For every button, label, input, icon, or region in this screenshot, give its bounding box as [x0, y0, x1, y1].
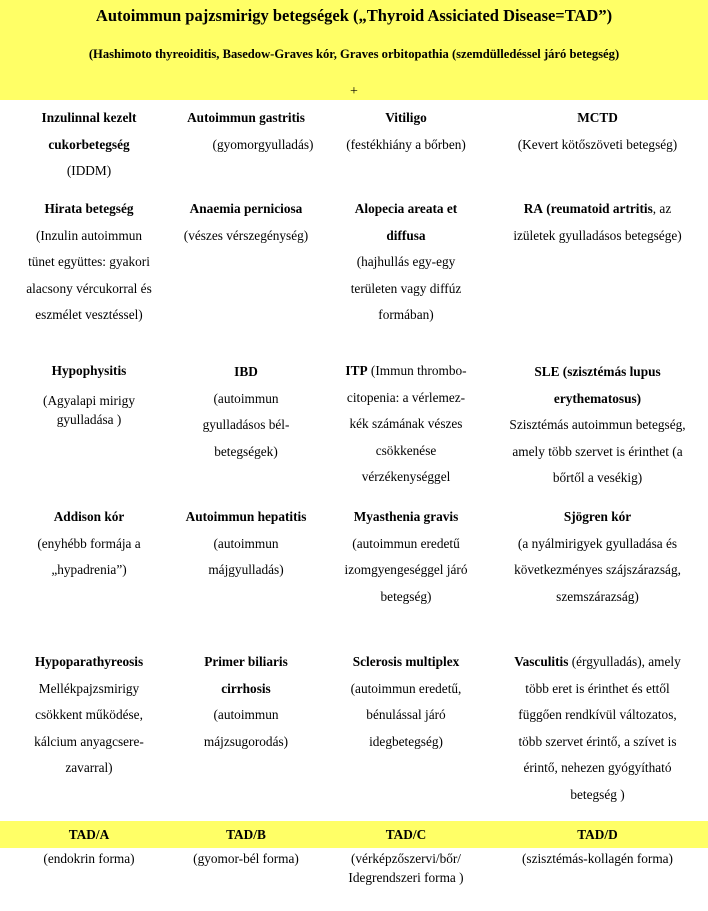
disease-description: bőrtől a vesékig) — [552, 470, 643, 485]
disease-description: izomgyengeséggel járó — [344, 562, 468, 577]
tad-b-label: TAD/B — [226, 827, 266, 842]
disease-description: (autoimmun — [213, 707, 279, 722]
disease-description: Mellékpajzsmirigy — [38, 680, 140, 696]
tad-c-label: TAD/C — [385, 827, 427, 842]
disease-name: Sclerosis multiplex — [352, 654, 460, 669]
page-title: Autoimmun pajzsmirigy betegségek („Thyroid Assiciated Disease=TAD”) — [95, 6, 613, 25]
disease-description: (gyomorgyulladás) — [212, 136, 314, 152]
disease-description: formában) — [378, 307, 434, 322]
disease-name: SLE (szisztémás lupus — [534, 364, 661, 379]
disease-name-rest: (érgyulladás), amely — [568, 654, 681, 669]
cell-mctd — [487, 105, 708, 158]
disease-abbrev: Vasculitis — [514, 654, 569, 669]
tad-d-form: (szisztémás-kollagén forma) — [521, 851, 673, 866]
disease-description: (hajhullás egy-egy — [356, 254, 456, 269]
disease-description: (vészes vérszegénység) — [183, 227, 309, 243]
disease-description: gyulladása ) — [56, 411, 122, 427]
disease-name: Hypoparathyreosis — [34, 654, 144, 669]
disease-description: betegség) — [380, 588, 432, 604]
tad-c-form-line1: (vérképzőszervi/bőr/ — [350, 851, 462, 866]
cell-iddm — [4, 105, 174, 185]
disease-abbrev: RA — [523, 201, 543, 216]
disease-description: kálcium anyagcsere- — [34, 733, 144, 749]
disease-name: Autoimmun gastritis — [187, 110, 305, 125]
cell-hypophysitis — [4, 358, 174, 429]
disease-name-line2: cukorbetegség — [48, 136, 130, 152]
disease-description: Szisztémás autoimmun betegség, — [509, 417, 686, 432]
disease-name — [327, 358, 485, 385]
cell-ra — [487, 196, 708, 249]
disease-name: Myasthenia gravis — [353, 509, 459, 524]
cell-sle — [487, 359, 708, 492]
tad-a-form: (endokrin forma) — [43, 851, 135, 866]
disease-description: (enyhébb formája a — [37, 535, 141, 551]
disease-description: (Kevert kötőszöveti betegség) — [517, 136, 678, 152]
cell-itp — [327, 358, 485, 491]
disease-description: (Inzulin autoimmun — [36, 227, 142, 243]
disease-description: (autoimmun eredetű, — [350, 680, 462, 696]
disease-description: érintő, nehezen gyógyítható — [523, 760, 672, 775]
tad-c-form-line2: Idegrendszeri forma ) — [348, 870, 464, 885]
disease-name: Sjögren kór — [563, 509, 632, 524]
disease-description: következményes szájszárazság, — [514, 562, 681, 577]
cell-autoimmune-gastritis — [170, 105, 322, 158]
disease-description: szemszárazság) — [556, 588, 639, 604]
cell-primary-biliary-cirrhosis — [170, 649, 322, 755]
cell-alopecia — [327, 196, 485, 329]
cell-hirata — [4, 196, 174, 329]
disease-name: Alopecia areata et — [354, 201, 458, 216]
cell-ibd — [170, 359, 322, 465]
disease-description: eszmélet vesztéssel) — [35, 307, 143, 322]
disease-description: tünet együttes: gyakori — [28, 254, 150, 269]
disease-description: több szervet érintő, a szívet is — [518, 733, 677, 749]
cell-autoimmune-hepatitis — [170, 504, 322, 584]
disease-description: csökkent működése, — [35, 707, 143, 722]
disease-description: (a nyálmirigyek gyulladása és — [517, 535, 678, 551]
disease-description: (IDDM) — [66, 163, 112, 178]
disease-name: Addison kór — [53, 509, 125, 524]
plus-sign: + — [350, 84, 358, 99]
disease-description: területen vagy diffúz — [350, 280, 462, 296]
disease-description: idegbetegség) — [369, 733, 443, 749]
disease-description: (autoimmun eredetű — [352, 535, 460, 551]
disease-name: Autoimmun hepatitis — [185, 509, 307, 524]
disease-name-line2: cirrhosis — [221, 680, 271, 696]
disease-description: betegségek) — [214, 443, 278, 459]
cell-anaemia-perniciosa — [170, 196, 322, 249]
disease-name: Hirata betegség — [44, 201, 134, 216]
disease-description: (autoimmun — [213, 535, 279, 551]
disease-name-rest: , az — [652, 201, 672, 216]
tad-b-form: (gyomor-bél forma) — [193, 851, 299, 866]
disease-description: zavarral) — [65, 760, 113, 775]
cell-sclerosis-multiplex — [327, 649, 485, 755]
cell-sjogren — [487, 504, 708, 610]
cell-vitiligo — [327, 105, 485, 158]
page-subtitle: (Hashimoto thyreoiditis, Basedow-Graves kór, Graves orbitopathia (szemdülledéssel járó betegség) — [88, 47, 620, 61]
disease-description: alacsony vércukorral és — [26, 280, 152, 296]
cell-addison — [4, 504, 174, 584]
disease-name-rest: (Immun thrombo- — [367, 363, 467, 378]
disease-name — [487, 196, 708, 223]
disease-name: Vitiligo — [385, 110, 427, 125]
disease-description: függően rendkívül változatos, — [518, 707, 677, 722]
disease-description: citopenia: a vérlemez- — [346, 389, 466, 405]
disease-name: Primer biliaris — [204, 654, 288, 669]
disease-description: bénulással járó — [366, 707, 446, 722]
disease-name-line2: diffusa — [386, 227, 426, 243]
disease-name-line2: erythematosus) — [553, 390, 642, 406]
disease-description: több eret is érinthet és ettől — [525, 680, 670, 696]
disease-description: amely több szervet is érinthet (a — [512, 443, 683, 459]
disease-name: IBD — [234, 364, 258, 379]
disease-description: májzsugorodás) — [203, 733, 289, 749]
disease-name: Anaemia perniciosa — [189, 201, 303, 216]
cell-vasculitis — [487, 649, 708, 808]
disease-description: csökkenése — [375, 442, 437, 458]
disease-name: MCTD — [577, 110, 618, 125]
disease-description: (Agyalapi mirigy — [43, 392, 135, 408]
disease-description: vérzékenységgel — [361, 469, 451, 484]
disease-fullname: (reumatoid artritis — [546, 201, 653, 216]
tad-a-label: TAD/A — [68, 827, 110, 842]
cell-hypoparathyreosis — [4, 649, 174, 782]
disease-description: betegség ) — [570, 786, 625, 802]
cell-myasthenia-gravis — [327, 504, 485, 610]
disease-abbrev: ITP — [345, 363, 368, 378]
tad-c-form — [327, 849, 485, 887]
disease-name: Inzulinnal kezelt — [41, 110, 137, 125]
disease-name: Hypophysitis — [51, 363, 127, 378]
disease-name — [487, 649, 708, 676]
disease-description: gyulladásos bél- — [202, 417, 290, 432]
disease-description: (autoimmun — [213, 390, 279, 406]
disease-description: májgyulladás) — [208, 562, 284, 577]
disease-description: izületek gyulladásos betegsége) — [513, 227, 682, 243]
disease-description: „hypadrenia”) — [51, 562, 127, 577]
tad-d-label: TAD/D — [577, 827, 618, 842]
disease-description: (festékhiány a bőrben) — [346, 136, 466, 152]
disease-description: kék számának vészes — [349, 416, 463, 431]
